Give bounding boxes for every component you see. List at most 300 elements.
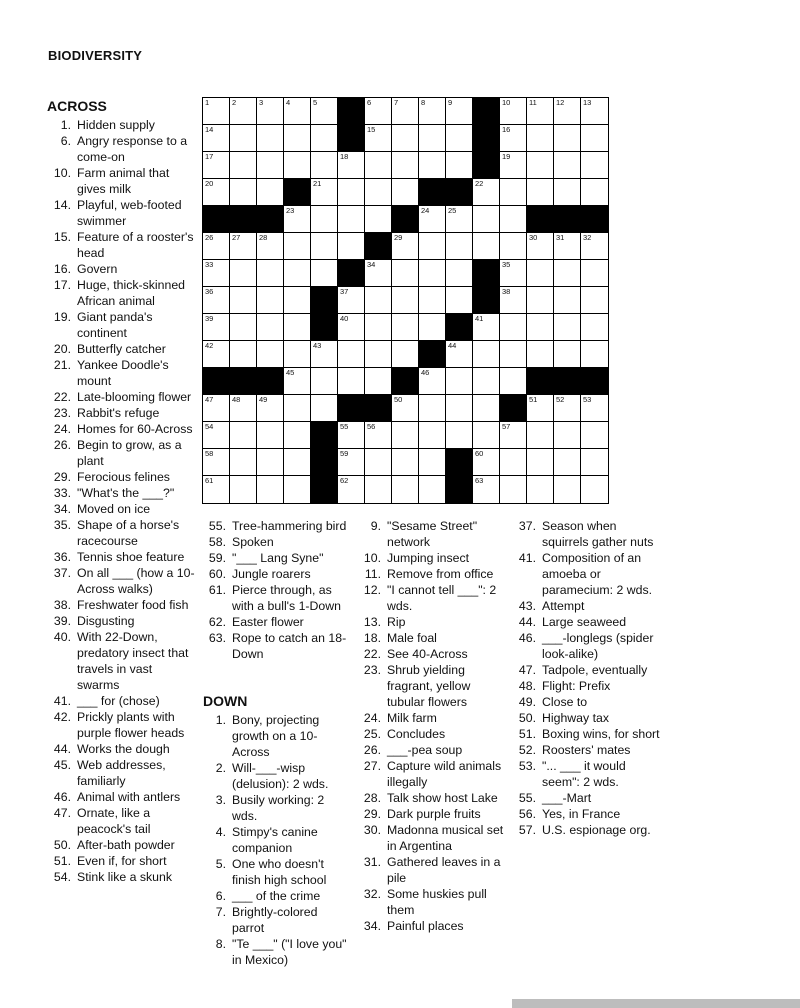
across-clue: [47, 277, 197, 309]
cell-number: 45: [286, 368, 295, 377]
clue-number: 29.: [53, 470, 71, 484]
black-square: [311, 476, 338, 503]
grid-cell[interactable]: [392, 98, 419, 125]
grid-cell[interactable]: [230, 476, 257, 503]
clue-number: 37.: [53, 566, 71, 580]
grid-cell[interactable]: [446, 98, 473, 125]
grid-cell[interactable]: [500, 287, 527, 314]
grid-cell[interactable]: [284, 152, 311, 179]
grid-cell[interactable]: [500, 179, 527, 206]
grid-cell[interactable]: [581, 260, 608, 287]
grid-cell[interactable]: [473, 233, 500, 260]
grid-cell[interactable]: [203, 476, 230, 503]
grid-cell[interactable]: [419, 449, 446, 476]
grid-cell[interactable]: [230, 233, 257, 260]
grid-cell[interactable]: [311, 368, 338, 395]
grid-cell[interactable]: [527, 422, 554, 449]
grid-cell[interactable]: [500, 368, 527, 395]
grid-cell[interactable]: [284, 98, 311, 125]
clue-text: "What's the ___?": [77, 486, 175, 500]
grid-cell[interactable]: [338, 179, 365, 206]
grid-cell[interactable]: [338, 422, 365, 449]
grid-cell[interactable]: [419, 476, 446, 503]
cell-number: 36: [205, 287, 214, 296]
grid-cell[interactable]: [257, 152, 284, 179]
clue-text: Butterfly catcher: [77, 342, 166, 356]
grid-cell[interactable]: [338, 206, 365, 233]
across-heading: ACROSS: [47, 98, 107, 114]
clue-number: 39.: [53, 614, 71, 628]
grid-cell[interactable]: [365, 368, 392, 395]
grid-cell[interactable]: [311, 98, 338, 125]
clue-text: Rip: [387, 615, 406, 629]
clue-text: Prickly plants with purple flower heads: [77, 710, 185, 740]
clue-text: Moved on ice: [77, 502, 151, 516]
grid-cell[interactable]: [311, 233, 338, 260]
grid-cell[interactable]: [365, 179, 392, 206]
grid-cell[interactable]: [581, 98, 608, 125]
clue-number: 51.: [518, 727, 536, 741]
grid-cell[interactable]: [446, 233, 473, 260]
grid-cell[interactable]: [527, 152, 554, 179]
grid-cell[interactable]: [500, 233, 527, 260]
clue-text: Hidden supply: [77, 118, 155, 132]
grid-cell[interactable]: [419, 395, 446, 422]
grid-cell[interactable]: [365, 422, 392, 449]
grid-cell[interactable]: [581, 341, 608, 368]
clue-text: Tennis shoe feature: [77, 550, 185, 564]
clue-number: 14.: [53, 198, 71, 212]
clue-number: 26.: [53, 438, 71, 452]
grid-cell[interactable]: [365, 152, 392, 179]
grid-cell[interactable]: [284, 422, 311, 449]
grid-cell[interactable]: [419, 152, 446, 179]
grid-cell[interactable]: [311, 395, 338, 422]
grid-cell[interactable]: [230, 314, 257, 341]
grid-cell[interactable]: [203, 449, 230, 476]
grid-cell[interactable]: [392, 422, 419, 449]
cell-number: 19: [502, 152, 511, 161]
grid-cell[interactable]: [581, 287, 608, 314]
across-clue: [47, 421, 197, 437]
grid-cell[interactable]: [230, 449, 257, 476]
across-clue: [47, 869, 197, 885]
grid-cell[interactable]: [203, 98, 230, 125]
grid-cell[interactable]: [473, 179, 500, 206]
grid-cell[interactable]: [338, 341, 365, 368]
grid-cell[interactable]: [527, 341, 554, 368]
grid-cell[interactable]: [284, 395, 311, 422]
clue-text: Season when squirrels gather nuts: [542, 519, 654, 549]
grid-cell[interactable]: [257, 314, 284, 341]
grid-cell[interactable]: [257, 125, 284, 152]
grid-cell[interactable]: [230, 422, 257, 449]
grid-cell[interactable]: [257, 287, 284, 314]
clue-number: 35.: [53, 518, 71, 532]
clue-number: 38.: [53, 598, 71, 612]
grid-cell[interactable]: [311, 260, 338, 287]
grid-cell[interactable]: [203, 260, 230, 287]
cell-number: 59: [340, 449, 349, 458]
cell-number: 32: [583, 233, 592, 242]
grid-cell[interactable]: [284, 206, 311, 233]
grid-cell[interactable]: [230, 260, 257, 287]
grid-cell[interactable]: [338, 233, 365, 260]
cell-number: 33: [205, 260, 214, 269]
cell-number: 6: [367, 98, 372, 107]
black-square: [230, 206, 257, 233]
clue-number: 16.: [53, 262, 71, 276]
across-clue: [47, 165, 197, 197]
grid-cell[interactable]: [527, 260, 554, 287]
grid-cell[interactable]: [284, 449, 311, 476]
clue-number: 2.: [215, 761, 226, 775]
grid-cell[interactable]: [230, 395, 257, 422]
black-square: [365, 233, 392, 260]
grid-cell[interactable]: [446, 341, 473, 368]
grid-cell[interactable]: [203, 395, 230, 422]
grid-cell[interactable]: [446, 206, 473, 233]
grid-cell[interactable]: [365, 341, 392, 368]
grid-cell[interactable]: [554, 98, 581, 125]
grid-cell[interactable]: [500, 341, 527, 368]
cell-number: 28: [259, 233, 268, 242]
grid-cell[interactable]: [392, 395, 419, 422]
grid-cell[interactable]: [311, 125, 338, 152]
clue-number: 60.: [208, 567, 226, 581]
cell-number: 37: [340, 287, 349, 296]
grid-cell[interactable]: [581, 125, 608, 152]
grid-cell[interactable]: [500, 206, 527, 233]
black-square: [203, 206, 230, 233]
grid-cell[interactable]: [527, 125, 554, 152]
clue-number: 19.: [53, 310, 71, 324]
grid-cell[interactable]: [257, 476, 284, 503]
grid-cell[interactable]: [338, 314, 365, 341]
grid-cell[interactable]: [527, 98, 554, 125]
grid-cell[interactable]: [419, 98, 446, 125]
cell-number: 46: [421, 368, 430, 377]
clue-number: 63.: [208, 631, 226, 645]
grid-cell[interactable]: [527, 233, 554, 260]
down-clue: [512, 694, 662, 710]
grid-cell[interactable]: [230, 341, 257, 368]
grid-cell[interactable]: [257, 422, 284, 449]
black-square: [311, 422, 338, 449]
cell-number: 31: [556, 233, 565, 242]
grid-cell[interactable]: [203, 314, 230, 341]
black-square: [203, 368, 230, 395]
cell-number: 35: [502, 260, 511, 269]
down-clue: [357, 710, 507, 726]
grid-cell[interactable]: [203, 125, 230, 152]
grid-cell[interactable]: [338, 287, 365, 314]
clue-text: "Sesame Street" network: [387, 519, 478, 549]
grid-cell[interactable]: [554, 395, 581, 422]
grid-cell[interactable]: [365, 98, 392, 125]
grid-cell[interactable]: [473, 341, 500, 368]
down-clue: [512, 742, 662, 758]
grid-cell[interactable]: [446, 395, 473, 422]
clue-number: 55.: [208, 519, 226, 533]
grid-cell[interactable]: [230, 152, 257, 179]
grid-cell[interactable]: [419, 233, 446, 260]
grid-cell[interactable]: [554, 287, 581, 314]
clue-text: Flight: Prefix: [542, 679, 611, 693]
grid-cell[interactable]: [419, 125, 446, 152]
grid-cell[interactable]: [392, 341, 419, 368]
grid-cell[interactable]: [257, 98, 284, 125]
cell-number: 25: [448, 206, 457, 215]
cell-number: 60: [475, 449, 484, 458]
across-clue: [47, 805, 197, 837]
clue-number: 36.: [53, 550, 71, 564]
grid-cell[interactable]: [230, 287, 257, 314]
grid-cell[interactable]: [392, 179, 419, 206]
grid-cell[interactable]: [473, 314, 500, 341]
grid-cell[interactable]: [500, 476, 527, 503]
grid-cell[interactable]: [284, 368, 311, 395]
grid-cell[interactable]: [230, 98, 257, 125]
clue-text: Tadpole, eventually: [542, 663, 648, 677]
clue-text: Feature of a rooster's head: [77, 230, 194, 260]
clue-text: Large seaweed: [542, 615, 627, 629]
grid-cell[interactable]: [581, 233, 608, 260]
down-clues-column-4: [512, 518, 662, 838]
grid-cell[interactable]: [581, 314, 608, 341]
grid-cell[interactable]: [446, 152, 473, 179]
grid-cell[interactable]: [419, 260, 446, 287]
grid-cell[interactable]: [203, 287, 230, 314]
grid-cell[interactable]: [554, 179, 581, 206]
cell-number: 41: [475, 314, 484, 323]
clue-number: 21.: [53, 358, 71, 372]
grid-cell[interactable]: [392, 152, 419, 179]
cell-number: 50: [394, 395, 403, 404]
grid-cell[interactable]: [473, 476, 500, 503]
grid-cell[interactable]: [311, 179, 338, 206]
clue-text: Milk farm: [387, 711, 437, 725]
clue-text: Disgusting: [77, 614, 135, 628]
grid-cell[interactable]: [284, 314, 311, 341]
grid-cell[interactable]: [473, 368, 500, 395]
cell-number: 34: [367, 260, 376, 269]
grid-cell[interactable]: [257, 395, 284, 422]
cell-number: 23: [286, 206, 295, 215]
grid-cell[interactable]: [257, 233, 284, 260]
grid-cell[interactable]: [338, 476, 365, 503]
grid-cell[interactable]: [446, 422, 473, 449]
grid-cell[interactable]: [554, 314, 581, 341]
across-clue: [47, 549, 197, 565]
grid-cell[interactable]: [392, 260, 419, 287]
grid-cell[interactable]: [257, 449, 284, 476]
grid-cell[interactable]: [554, 449, 581, 476]
grid-cell[interactable]: [203, 341, 230, 368]
clue-number: 8.: [215, 937, 226, 951]
cell-number: 30: [529, 233, 538, 242]
clue-text: Some huskies pull them: [387, 887, 487, 917]
grid-cell[interactable]: [500, 449, 527, 476]
grid-cell[interactable]: [338, 152, 365, 179]
grid-cell[interactable]: [230, 179, 257, 206]
grid-cell[interactable]: [203, 179, 230, 206]
grid-cell[interactable]: [554, 260, 581, 287]
grid-cell[interactable]: [203, 422, 230, 449]
grid-cell[interactable]: [500, 98, 527, 125]
cell-number: 24: [421, 206, 430, 215]
grid-cell[interactable]: [284, 260, 311, 287]
clue-text: Angry response to a come-on: [77, 134, 188, 164]
grid-cell[interactable]: [257, 179, 284, 206]
grid-cell[interactable]: [365, 449, 392, 476]
grid-cell[interactable]: [392, 233, 419, 260]
grid-cell[interactable]: [527, 395, 554, 422]
grid-cell[interactable]: [284, 476, 311, 503]
clue-number: 29.: [363, 807, 381, 821]
grid-cell[interactable]: [554, 422, 581, 449]
grid-cell[interactable]: [311, 206, 338, 233]
grid-cell[interactable]: [338, 368, 365, 395]
grid-cell[interactable]: [500, 314, 527, 341]
grid-cell[interactable]: [527, 179, 554, 206]
clue-text: On all ___ (how a 10-Across walks): [77, 566, 195, 596]
black-square: [284, 179, 311, 206]
grid-cell[interactable]: [365, 125, 392, 152]
grid-cell[interactable]: [392, 449, 419, 476]
grid-cell[interactable]: [419, 314, 446, 341]
clue-number: 61.: [208, 583, 226, 597]
across-clue: [47, 789, 197, 805]
black-square: [527, 368, 554, 395]
grid-cell[interactable]: [338, 449, 365, 476]
grid-cell[interactable]: [527, 449, 554, 476]
clue-number: 9.: [370, 519, 381, 533]
grid-cell[interactable]: [311, 152, 338, 179]
down-clue: [512, 710, 662, 726]
grid-cell[interactable]: [365, 287, 392, 314]
down-clue: [357, 630, 507, 646]
grid-cell[interactable]: [581, 449, 608, 476]
clue-number: 53.: [518, 759, 536, 773]
grid-cell[interactable]: [392, 287, 419, 314]
grid-cell[interactable]: [446, 368, 473, 395]
across-clue: [47, 517, 197, 549]
down-clue: [202, 824, 352, 856]
cell-number: 11: [529, 98, 537, 107]
black-square: [473, 125, 500, 152]
grid-cell[interactable]: [581, 179, 608, 206]
grid-cell[interactable]: [554, 152, 581, 179]
down-clue: [202, 792, 352, 824]
grid-cell[interactable]: [365, 476, 392, 503]
clue-number: 40.: [53, 630, 71, 644]
grid-cell[interactable]: [581, 395, 608, 422]
grid-cell[interactable]: [257, 260, 284, 287]
grid-cell[interactable]: [554, 233, 581, 260]
grid-cell[interactable]: [446, 260, 473, 287]
grid-cell[interactable]: [392, 125, 419, 152]
clue-number: 41.: [518, 551, 536, 565]
grid-cell[interactable]: [257, 341, 284, 368]
clue-text: Late-blooming flower: [77, 390, 192, 404]
clue-text: Tree-hammering bird: [232, 519, 347, 533]
grid-cell[interactable]: [203, 233, 230, 260]
grid-cell[interactable]: [365, 260, 392, 287]
grid-cell[interactable]: [581, 422, 608, 449]
across-clue: [202, 534, 352, 550]
clue-text: Stimpy's canine companion: [232, 825, 318, 855]
grid-cell[interactable]: [527, 287, 554, 314]
grid-cell[interactable]: [446, 287, 473, 314]
clue-number: 59.: [208, 551, 226, 565]
black-square: [446, 314, 473, 341]
grid-cell[interactable]: [230, 125, 257, 152]
black-square: [257, 368, 284, 395]
clue-number: 20.: [53, 342, 71, 356]
grid-cell[interactable]: [500, 152, 527, 179]
grid-cell[interactable]: [365, 314, 392, 341]
grid-cell[interactable]: [419, 206, 446, 233]
grid-cell[interactable]: [419, 287, 446, 314]
grid-cell[interactable]: [554, 476, 581, 503]
grid-cell[interactable]: [500, 125, 527, 152]
grid-cell[interactable]: [419, 422, 446, 449]
grid-cell[interactable]: [284, 341, 311, 368]
grid-cell[interactable]: [203, 152, 230, 179]
clue-text: After-bath powder: [77, 838, 175, 852]
black-square: [338, 395, 365, 422]
grid-cell[interactable]: [365, 206, 392, 233]
across-clue: [202, 630, 352, 662]
cell-number: 8: [421, 98, 426, 107]
grid-cell[interactable]: [500, 422, 527, 449]
grid-cell[interactable]: [446, 125, 473, 152]
grid-cell[interactable]: [581, 476, 608, 503]
down-clue: [512, 726, 662, 742]
grid-cell[interactable]: [392, 476, 419, 503]
grid-cell[interactable]: [392, 314, 419, 341]
grid-cell[interactable]: [284, 287, 311, 314]
clue-text: ___-pea soup: [387, 743, 463, 757]
black-square: [338, 125, 365, 152]
clue-text: Yankee Doodle's mount: [77, 358, 169, 388]
down-clue: [357, 566, 507, 582]
clue-text: "___ Lang Syne": [232, 551, 324, 565]
grid-cell[interactable]: [527, 476, 554, 503]
clue-text: Concludes: [387, 727, 446, 741]
grid-cell[interactable]: [284, 125, 311, 152]
grid-cell[interactable]: [473, 449, 500, 476]
grid-cell[interactable]: [500, 260, 527, 287]
grid-cell[interactable]: [311, 341, 338, 368]
grid-cell[interactable]: [473, 395, 500, 422]
grid-cell[interactable]: [473, 206, 500, 233]
grid-cell[interactable]: [554, 125, 581, 152]
grid-cell[interactable]: [419, 368, 446, 395]
clue-number: 43.: [518, 599, 536, 613]
grid-cell[interactable]: [581, 152, 608, 179]
grid-cell[interactable]: [527, 314, 554, 341]
grid-cell[interactable]: [284, 233, 311, 260]
black-square: [581, 206, 608, 233]
cell-number: 58: [205, 449, 214, 458]
clue-number: 52.: [518, 743, 536, 757]
grid-cell[interactable]: [473, 422, 500, 449]
clue-number: 28.: [363, 791, 381, 805]
down-clue: [357, 518, 507, 550]
grid-cell[interactable]: [554, 341, 581, 368]
